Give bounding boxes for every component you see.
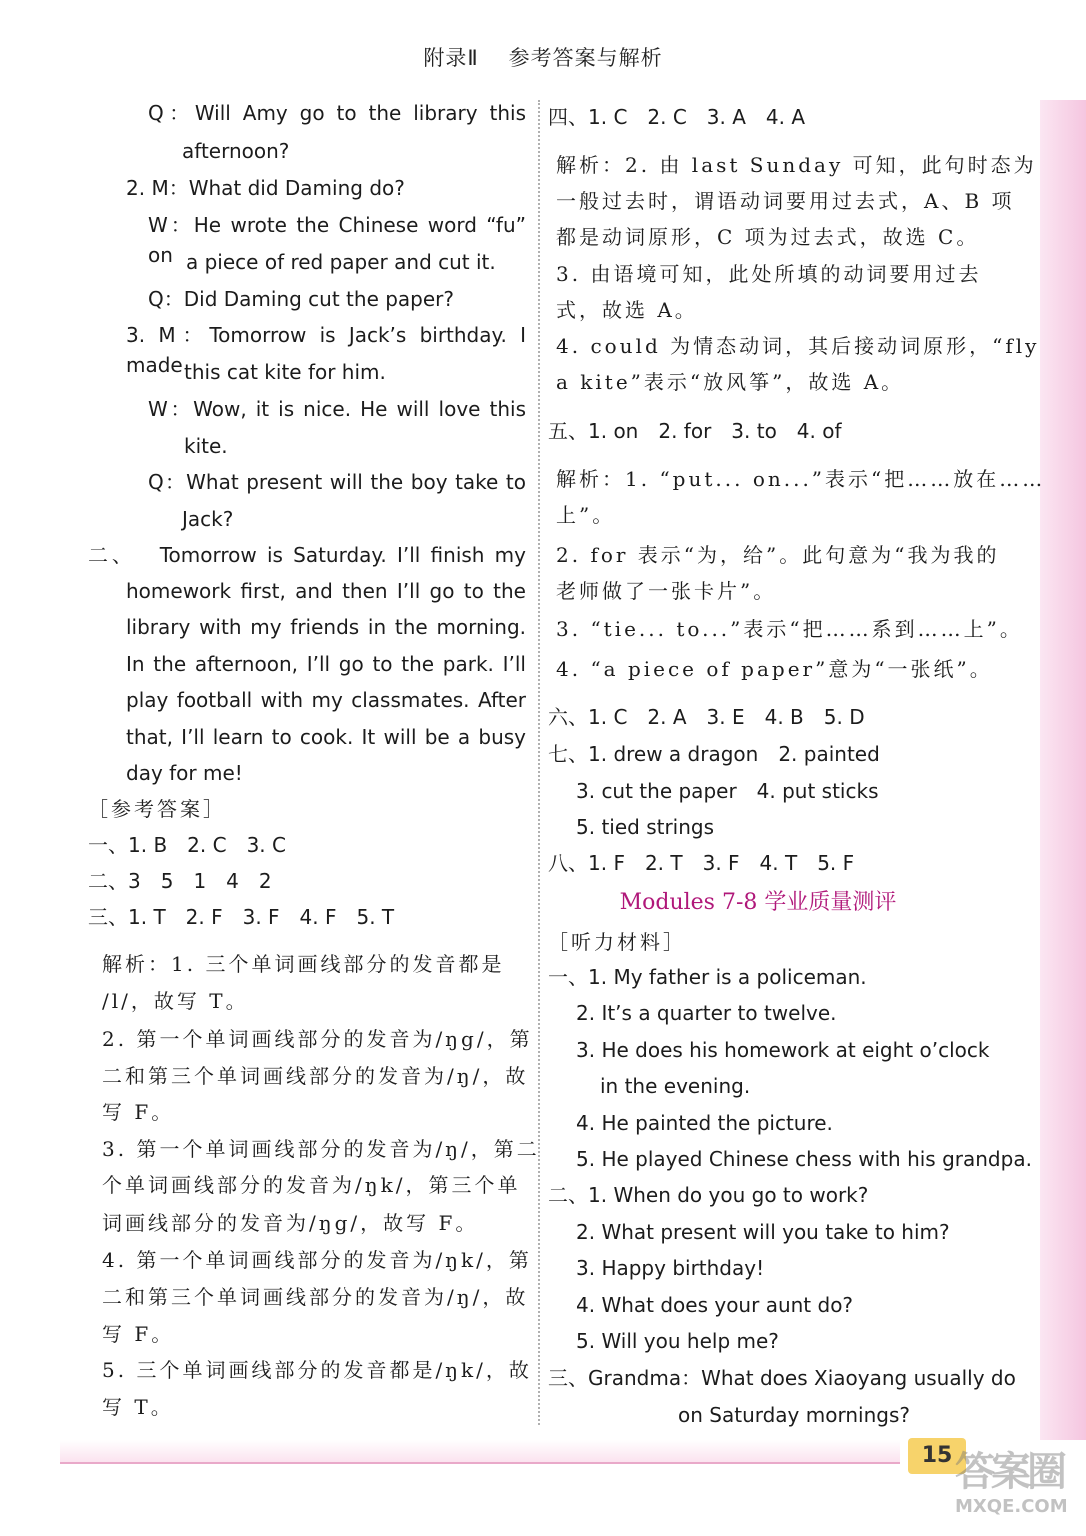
right-text-line: in the evening. bbox=[600, 1074, 751, 1098]
right-text-line: 八、1. F 2. T 3. F 4. T 5. F bbox=[548, 851, 855, 875]
left-text-line: 写 F。 bbox=[102, 1100, 175, 1124]
left-text-line: 词画线部分的发音为/ŋg/，故写 F。 bbox=[102, 1211, 479, 1235]
right-text-line: 上”。 bbox=[556, 503, 616, 527]
left-text-line: 3. M：Tomorrow is Jack’s birthday. I made bbox=[126, 323, 526, 377]
right-text-line: 三、Grandma：What does Xiaoyang usually do bbox=[548, 1366, 1016, 1390]
left-text-line: /l/，故写 T。 bbox=[102, 989, 249, 1013]
watermark-url: MXQE.COM bbox=[955, 1496, 1068, 1517]
page-header bbox=[0, 42, 1086, 72]
watermark-text: 答案圈 bbox=[955, 1449, 1063, 1495]
left-text-line: 写 T。 bbox=[102, 1395, 174, 1419]
left-text-line: 个单词画线部分的发音为/ŋk/，第三个单 bbox=[102, 1173, 521, 1197]
left-text-line: 5. 三个单词画线部分的发音都是/ŋk/，故 bbox=[102, 1358, 532, 1382]
right-text-line: 4. What does your aunt do? bbox=[576, 1293, 854, 1317]
right-text-line: 4. could 为情态动词，其后接动词原形，“fly bbox=[556, 334, 1040, 358]
left-text-line: this cat kite for him. bbox=[184, 360, 386, 384]
appendix-label: 附录Ⅱ bbox=[423, 46, 479, 70]
right-text-line: ［听力材料］ bbox=[548, 930, 686, 954]
left-text-line: Q：What present will the boy take to bbox=[148, 470, 526, 494]
left-text-line: afternoon? bbox=[182, 139, 290, 163]
left-text-line: kite. bbox=[184, 434, 228, 458]
left-text-line: In the afternoon, I’ll go to the park. I’ll bbox=[126, 652, 526, 676]
left-text-line: a piece of red paper and cut it. bbox=[186, 250, 496, 274]
right-text-line: 3. He does his homework at eight o’clock bbox=[576, 1038, 990, 1062]
right-text-line: 4. He painted the picture. bbox=[576, 1111, 833, 1135]
footer-line bbox=[60, 1462, 900, 1464]
right-text-line: 3. cut the paper 4. put sticks bbox=[576, 779, 879, 803]
right-text-line: 一、1. My father is a policeman. bbox=[548, 965, 867, 989]
left-text-line: homework first, and then I’ll go to the bbox=[126, 579, 526, 603]
right-text-line: 解析：1. “put... on...”表示“把……放在…… bbox=[556, 467, 1046, 491]
right-text-line: 七、1. drew a dragon 2. painted bbox=[548, 742, 880, 766]
left-text-line: W：He wrote the Chinese word “fu” on bbox=[148, 213, 526, 267]
watermark-logo bbox=[955, 1448, 1075, 1528]
left-text-line: 三、1. T 2. F 3. F 4. F 5. T bbox=[88, 905, 395, 929]
right-text-line: 3. 由语境可知，此处所填的动词要用过去 bbox=[556, 262, 982, 286]
left-text-line: 解析：1. 三个单词画线部分的发音都是 bbox=[102, 952, 505, 976]
side-decoration bbox=[1040, 100, 1086, 1440]
right-text-line: 一般过去时，谓语动词要用过去式，A、B 项 bbox=[556, 189, 1015, 213]
right-text-line: 3. Happy birthday! bbox=[576, 1256, 765, 1280]
right-text-line: 老师做了一张卡片”。 bbox=[556, 579, 777, 603]
left-text-line: W：Wow, it is nice. He will love this bbox=[148, 397, 526, 421]
left-text-line: that, I’ll learn to cook. It will be a busy bbox=[126, 725, 526, 749]
footer-band bbox=[60, 1440, 900, 1462]
left-text-line: 二、 Tomorrow is Saturday. I’ll finish my bbox=[88, 543, 526, 567]
right-text-line: 五、1. on 2. for 3. to 4. of bbox=[548, 419, 842, 443]
left-text-line: library with my friends in the morning. bbox=[126, 615, 526, 639]
right-text-line: 5. tied strings bbox=[576, 815, 715, 839]
right-text-line: 二、1. When do you go to work? bbox=[548, 1183, 869, 1207]
right-text-line: 四、1. C 2. C 3. A 4. A bbox=[548, 105, 806, 129]
left-text-line: Q：Did Daming cut the paper? bbox=[148, 287, 455, 311]
right-text-line: 5. He played Chinese chess with his grandpa. bbox=[576, 1147, 1032, 1171]
left-text-line: ［参考答案］ bbox=[88, 797, 226, 821]
left-text-line: day for me! bbox=[126, 761, 243, 785]
page-number: 15 bbox=[908, 1438, 966, 1474]
right-text-line: 3. “tie... to...”表示“把……系到……上”。 bbox=[556, 617, 1023, 641]
left-text-line: Jack? bbox=[182, 507, 234, 531]
left-text-line: 写 F。 bbox=[102, 1322, 175, 1346]
right-text-line: 2. It’s a quarter to twelve. bbox=[576, 1001, 837, 1025]
right-text-line: 解析：2. 由 last Sunday 可知，此句时态为 bbox=[556, 153, 1037, 177]
left-text-line: 2. M：What did Daming do? bbox=[126, 176, 405, 200]
right-text-line: 六、1. C 2. A 3. E 4. B 5. D bbox=[548, 705, 865, 729]
left-text-line: 4. 第一个单词画线部分的发音为/ŋk/，第 bbox=[102, 1248, 532, 1272]
right-text-line: 都是动词原形，C 项为过去式，故选 C。 bbox=[556, 225, 980, 249]
left-text-line: play football with my classmates. After bbox=[126, 688, 526, 712]
right-text-line: 2. for 表示“为，给”。此句意为“我为我的 bbox=[556, 543, 1000, 567]
left-text-line: 一、1. B 2. C 3. C bbox=[88, 833, 286, 857]
right-text-line: 式，故选 A。 bbox=[556, 298, 698, 322]
header-title: 参考答案与解析 bbox=[508, 46, 663, 70]
column-divider bbox=[538, 100, 540, 1425]
right-text-line: on Saturday mornings? bbox=[678, 1403, 910, 1427]
right-text-line: 4. “a piece of paper”意为“一张纸”。 bbox=[556, 657, 993, 681]
left-text-line: 3. 第一个单词画线部分的发音为/ŋ/，第二 bbox=[102, 1137, 540, 1161]
left-text-line: Q：Will Amy go to the library this bbox=[148, 101, 526, 125]
left-text-line: 二和第三个单词画线部分的发音为/ŋ/，故 bbox=[102, 1285, 529, 1309]
section-title: Modules 7-8 学业质量测评 bbox=[619, 890, 897, 915]
left-text-line: 2. 第一个单词画线部分的发音为/ŋg/，第 bbox=[102, 1027, 533, 1051]
right-text-line: 2. What present will you take to him? bbox=[576, 1220, 950, 1244]
left-text-line: 二和第三个单词画线部分的发音为/ŋ/，故 bbox=[102, 1064, 529, 1088]
right-text-line: 5. Will you help me? bbox=[576, 1329, 779, 1353]
right-text-line: a kite”表示“放风筝”，故选 A。 bbox=[556, 370, 905, 394]
left-text-line: 二、3 5 1 4 2 bbox=[88, 869, 272, 893]
